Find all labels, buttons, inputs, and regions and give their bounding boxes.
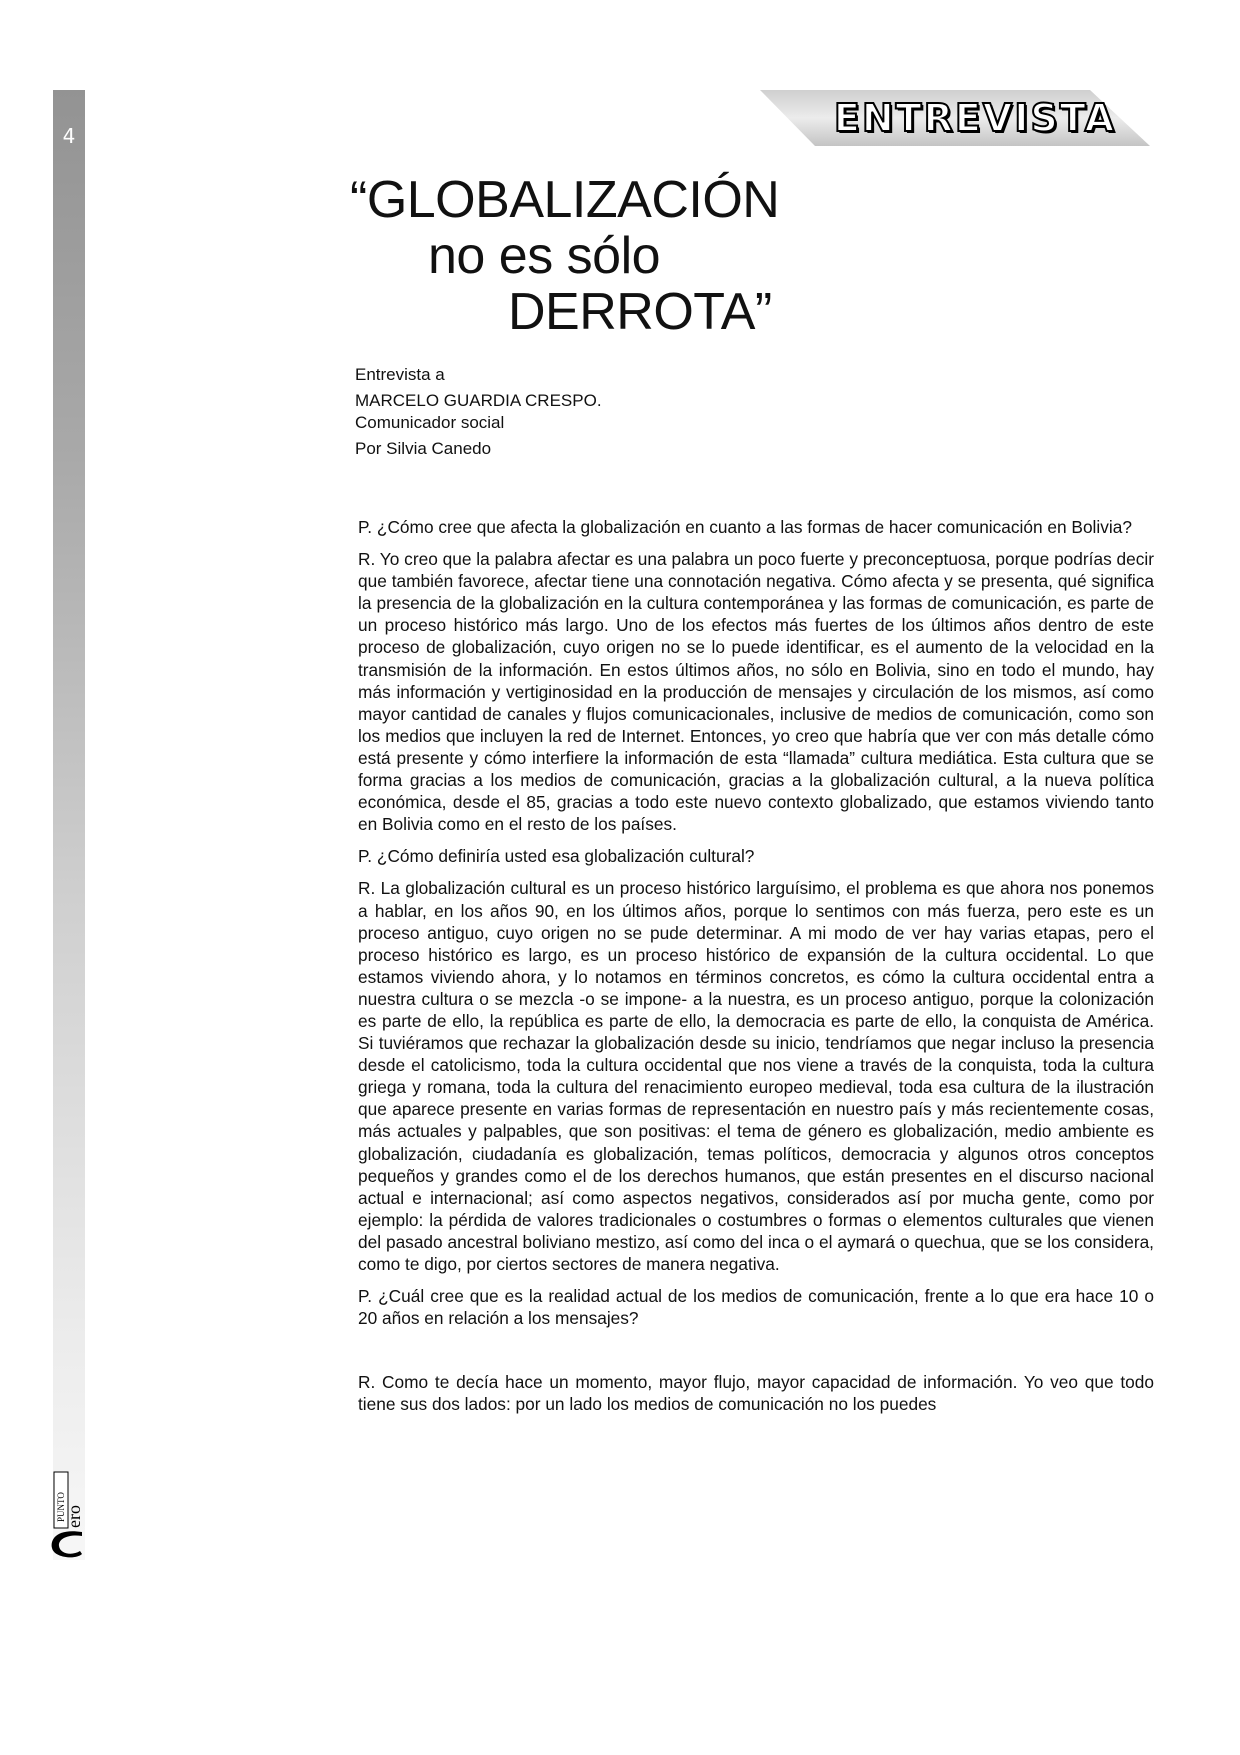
question-paragraph: P. ¿Cuál cree que es la realidad actual de los medios de comunicación, frente a lo que era hace 10 o 20 años en relación a los mensajes?	[358, 1286, 1154, 1329]
section-label: ENTREVISTA	[833, 96, 1117, 140]
byline-intro: Entrevista a	[355, 365, 445, 384]
byline-interviewee: MARCELO GUARDIA CRESPO.	[355, 391, 602, 410]
page-number: 4	[62, 124, 76, 148]
section-banner	[760, 90, 1150, 146]
punto-cero-logo-icon	[46, 1470, 86, 1560]
byline-role: Comunicador social	[355, 413, 505, 432]
logo-punto-text: PUNTO	[56, 1492, 66, 1522]
byline-author: Por Silvia Canedo	[355, 439, 492, 458]
page-side-bar	[53, 90, 85, 1560]
answer-paragraph: R. La globalización cultural es un proceso histórico larguísimo, el problema es que ahora nos ponemos a hablar, en los años 90, en los últimos años, porque lo sentimos con más fuerza, pero este es un proceso antiguo, cuyo origen no se pude determinar. A mi modo de ver hay varias etapas, pero el proceso histórico es largo, es un proceso histórico de expansión de la cultura occidental. Lo que estamos viviendo ahora, y lo notamos en términos concretos, es cómo la cultura occidental entra a nuestra cultura o se mezcla -o se impone- a la nuestra, es un proceso antiguo, porque la colonización es parte de ello, la república es parte de ello, la democracia es parte de ello, la conquista de América. Si tuviéramos que rechazar la globalización desde su inicio, tendríamos que negar incluso la presencia desde el catolicismo, toda la cultura occidental que nos viene a través de la conquista, toda la cultura griega y romana, toda la cultura del renacimiento europeo medieval, toda esa cultura de la ilustración que aparece presente en varias formas de representación en nuestro país y más recientemente cosas, más actuales y palpables, que son positivas: el tema de género es globalización, medio ambiente es globalización, ciudadanía es globalización, temas políticos, democracia y algunos otros conceptos pequeños y grandes como el de los derechos humanos, que están presentes en el discurso nacional actual e internacional; así como aspectos negativos, considerados así por mucha gente, como por ejemplo: la pérdida de valores tradicionales o costumbres o formas o elementos culturales que vienen del pasado ancestral boliviano mestizo, así como del inca o el aymará o quechua, que se los considera, como te digo, por ciertos sectores de manera negativa.	[358, 878, 1154, 1274]
title-line-3: DERROTA”	[508, 283, 772, 341]
punto-cero-logo	[46, 1470, 86, 1560]
answer-paragraph: R. Yo creo que la palabra afectar es una palabra un poco fuerte y preconceptuosa, porque podrías decir que también favorece, afectar tiene una connotación negativa. Cómo afecta y se presenta, qué significa la presencia de la globalización en la cultura contemporánea y las formas de comunicación, es parte de un proceso histórico más largo. Uno de los efectos más fuertes de los últimos años dentro de este proceso de globalización, cuyo origen no se lo puede identificar, es el aumento de la velocidad en la transmisión de la información. En estos últimos años, no sólo en Bolivia, sino en todo el mundo, hay más información y vertiginosidad en la producción de mensajes y circulación de los mismos, así como mayor cantidad de canales y flujos comunicacionales, inclusive de medios de comunicación, como son los medios que incluyen la red de Internet. Entonces, yo creo que habría que ver con más detalle cómo está presente y cómo interfiere la información de esta “llamada” cultura mediática. Esta cultura que se forma gracias a los medios de comunicación, gracias a la globalización cultural, a la nueva política económica, desde el 85, gracias a todo este nuevo contexto globalizado, que estamos viviendo tanto en Bolivia como en el resto de los países.	[358, 549, 1154, 835]
title-line-2: no es sólo	[428, 227, 661, 285]
logo-cero-text: ero	[64, 1505, 84, 1528]
title-line-1: “GLOBALIZACIÓN	[350, 171, 780, 229]
article-title	[350, 172, 779, 340]
answer-paragraph: R. Como te decía hace un momento, mayor flujo, mayor capacidad de información. Yo veo que todo tiene sus dos lados: por un lado los medios de comunicación no los puedes	[358, 1372, 1154, 1415]
article-body	[358, 516, 1154, 1425]
question-paragraph: P. ¿Cómo definiría usted esa globalización cultural?	[358, 846, 755, 867]
article-byline	[355, 364, 602, 460]
question-paragraph: P. ¿Cómo cree que afecta la globalización en cuanto a las formas de hacer comunicación en Bolivia?	[358, 517, 1132, 537]
